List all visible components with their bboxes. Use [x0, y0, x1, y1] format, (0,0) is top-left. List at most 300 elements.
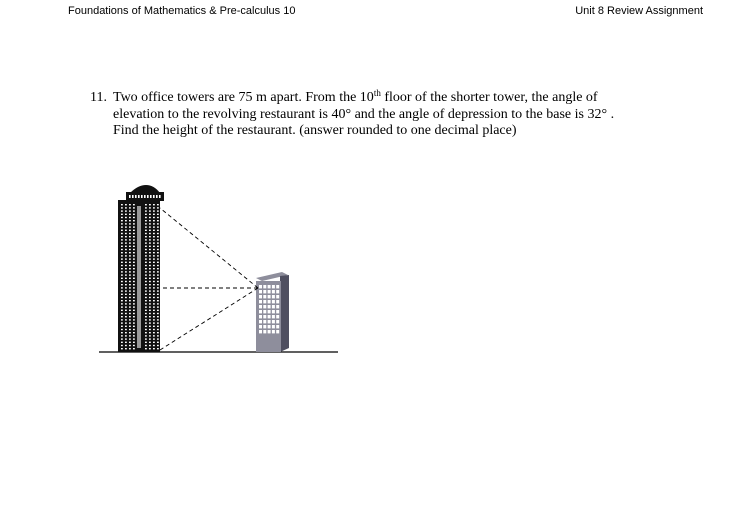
- window: [145, 207, 147, 208]
- window: [129, 284, 131, 285]
- window: [153, 319, 155, 320]
- window: [145, 274, 147, 275]
- window: [133, 274, 135, 275]
- window: [157, 255, 159, 256]
- window: [133, 230, 135, 231]
- window: [129, 287, 131, 288]
- window: [129, 242, 131, 243]
- header-course-title: Foundations of Mathematics & Pre-calculus 10: [68, 5, 296, 17]
- ordinal-suffix: th: [373, 88, 381, 98]
- window: [125, 281, 127, 282]
- window: [149, 281, 151, 282]
- window: [263, 310, 266, 313]
- problem-line-1-a: Two office towers are 75 m apart. From the 10: [113, 90, 374, 105]
- window: [129, 319, 131, 320]
- window: [259, 290, 262, 293]
- window: [153, 294, 155, 295]
- window: [272, 290, 275, 293]
- window: [157, 306, 159, 307]
- window: [149, 236, 151, 237]
- window: [129, 338, 131, 339]
- window: [259, 285, 262, 288]
- window: [263, 325, 266, 328]
- window: [133, 210, 135, 211]
- window: [276, 310, 279, 313]
- window: [121, 220, 123, 221]
- window: [129, 310, 131, 311]
- window: [145, 342, 147, 343]
- window: [153, 262, 155, 263]
- window: [149, 335, 151, 336]
- window: [153, 322, 155, 323]
- window: [133, 329, 135, 330]
- window: [153, 204, 155, 205]
- window: [272, 315, 275, 318]
- window: [129, 233, 131, 234]
- restaurant-window: [147, 195, 149, 198]
- window: [145, 204, 147, 205]
- restaurant-window: [144, 195, 146, 198]
- window: [149, 342, 151, 343]
- window: [145, 313, 147, 314]
- window: [145, 290, 147, 291]
- window: [263, 320, 266, 323]
- window: [145, 252, 147, 253]
- window: [133, 287, 135, 288]
- window: [129, 239, 131, 240]
- restaurant-window: [141, 195, 143, 198]
- window: [129, 348, 131, 349]
- window: [133, 319, 135, 320]
- window: [149, 271, 151, 272]
- window: [125, 239, 127, 240]
- window: [145, 287, 147, 288]
- window: [157, 226, 159, 227]
- tall-tower: [118, 185, 164, 352]
- window: [149, 306, 151, 307]
- window: [125, 217, 127, 218]
- window: [129, 326, 131, 327]
- window: [145, 271, 147, 272]
- window: [145, 329, 147, 330]
- window: [263, 305, 266, 308]
- window: [157, 338, 159, 339]
- window: [149, 338, 151, 339]
- window: [125, 294, 127, 295]
- window: [133, 278, 135, 279]
- window: [133, 255, 135, 256]
- window: [125, 313, 127, 314]
- window: [145, 345, 147, 346]
- window: [153, 284, 155, 285]
- window: [149, 217, 151, 218]
- window: [145, 316, 147, 317]
- window: [133, 297, 135, 298]
- window: [149, 297, 151, 298]
- window: [125, 345, 127, 346]
- window: [121, 262, 123, 263]
- window: [121, 236, 123, 237]
- window: [153, 223, 155, 224]
- window: [125, 297, 127, 298]
- window: [133, 220, 135, 221]
- window: [145, 338, 147, 339]
- window: [145, 348, 147, 349]
- window: [157, 258, 159, 259]
- window: [157, 252, 159, 253]
- window: [153, 316, 155, 317]
- window: [157, 249, 159, 250]
- window: [272, 305, 275, 308]
- window: [121, 274, 123, 275]
- window: [129, 294, 131, 295]
- window: [149, 249, 151, 250]
- window: [121, 284, 123, 285]
- window: [121, 226, 123, 227]
- window: [157, 297, 159, 298]
- window: [145, 297, 147, 298]
- window: [145, 262, 147, 263]
- window: [268, 305, 271, 308]
- window: [157, 322, 159, 323]
- window: [125, 233, 127, 234]
- window: [157, 210, 159, 211]
- window: [272, 295, 275, 298]
- window: [157, 345, 159, 346]
- window: [125, 303, 127, 304]
- window: [149, 300, 151, 301]
- window: [149, 246, 151, 247]
- restaurant-window: [135, 195, 137, 198]
- window: [121, 332, 123, 333]
- window: [121, 214, 123, 215]
- elevation-sight-line: [160, 208, 258, 288]
- window: [133, 348, 135, 349]
- window: [149, 204, 151, 205]
- window: [157, 326, 159, 327]
- window: [133, 345, 135, 346]
- window: [157, 316, 159, 317]
- window: [149, 313, 151, 314]
- window: [133, 214, 135, 215]
- window: [149, 290, 151, 291]
- window: [153, 210, 155, 211]
- window: [121, 316, 123, 317]
- window: [268, 285, 271, 288]
- window: [153, 265, 155, 266]
- window: [157, 271, 159, 272]
- window: [153, 239, 155, 240]
- window: [133, 262, 135, 263]
- window: [121, 287, 123, 288]
- window: [125, 278, 127, 279]
- window: [149, 265, 151, 266]
- window: [133, 271, 135, 272]
- window: [268, 295, 271, 298]
- window: [125, 342, 127, 343]
- window: [145, 249, 147, 250]
- window: [129, 271, 131, 272]
- window: [153, 249, 155, 250]
- window: [259, 310, 262, 313]
- window: [125, 226, 127, 227]
- window: [145, 281, 147, 282]
- window: [129, 306, 131, 307]
- restaurant-window: [153, 195, 155, 198]
- window: [149, 322, 151, 323]
- restaurant-window: [150, 195, 152, 198]
- window: [149, 310, 151, 311]
- window: [121, 217, 123, 218]
- window: [125, 249, 127, 250]
- window: [157, 242, 159, 243]
- window: [259, 300, 262, 303]
- window: [153, 332, 155, 333]
- window: [125, 300, 127, 301]
- window: [149, 262, 151, 263]
- window: [129, 316, 131, 317]
- window: [157, 294, 159, 295]
- window: [157, 313, 159, 314]
- window: [133, 284, 135, 285]
- window: [121, 326, 123, 327]
- window: [121, 230, 123, 231]
- window: [149, 242, 151, 243]
- window: [125, 326, 127, 327]
- window: [133, 326, 135, 327]
- window: [121, 322, 123, 323]
- window: [276, 285, 279, 288]
- window: [121, 258, 123, 259]
- window: [263, 295, 266, 298]
- window: [153, 348, 155, 349]
- window: [157, 342, 159, 343]
- window: [121, 278, 123, 279]
- window: [125, 271, 127, 272]
- window: [145, 300, 147, 301]
- window: [157, 278, 159, 279]
- window: [153, 313, 155, 314]
- window: [259, 325, 262, 328]
- window: [129, 204, 131, 205]
- window: [129, 268, 131, 269]
- window: [149, 319, 151, 320]
- window: [276, 320, 279, 323]
- window: [129, 246, 131, 247]
- window: [129, 249, 131, 250]
- window: [157, 329, 159, 330]
- window: [129, 262, 131, 263]
- window: [153, 214, 155, 215]
- window: [121, 345, 123, 346]
- window: [272, 310, 275, 313]
- window: [153, 329, 155, 330]
- problem-line-3: Find the height of the restaurant. (answer rounded to one decimal place): [113, 123, 517, 138]
- header-assignment-title: Unit 8 Review Assignment: [575, 5, 703, 17]
- window: [121, 303, 123, 304]
- window: [149, 255, 151, 256]
- window: [145, 310, 147, 311]
- window: [133, 207, 135, 208]
- window: [276, 305, 279, 308]
- window: [133, 242, 135, 243]
- window: [145, 220, 147, 221]
- window: [133, 300, 135, 301]
- window: [145, 242, 147, 243]
- window: [153, 207, 155, 208]
- window: [121, 207, 123, 208]
- window: [149, 230, 151, 231]
- window: [133, 290, 135, 291]
- window: [153, 274, 155, 275]
- window: [125, 262, 127, 263]
- window: [125, 274, 127, 275]
- window: [153, 230, 155, 231]
- window: [129, 281, 131, 282]
- window: [153, 220, 155, 221]
- window: [153, 271, 155, 272]
- window: [129, 230, 131, 231]
- window: [121, 342, 123, 343]
- window: [133, 313, 135, 314]
- window: [121, 335, 123, 336]
- window: [153, 306, 155, 307]
- window: [145, 217, 147, 218]
- window: [125, 210, 127, 211]
- window: [125, 255, 127, 256]
- window: [133, 281, 135, 282]
- window: [276, 315, 279, 318]
- window: [263, 285, 266, 288]
- window: [149, 239, 151, 240]
- window: [121, 297, 123, 298]
- window: [121, 348, 123, 349]
- window: [157, 274, 159, 275]
- window: [125, 223, 127, 224]
- problem-line-2: elevation to the revolving restaurant is 40° and the angle of depression to the base is 32° .: [113, 106, 615, 122]
- window: [121, 271, 123, 272]
- window: [129, 290, 131, 291]
- window: [157, 303, 159, 304]
- window: [129, 303, 131, 304]
- window: [133, 310, 135, 311]
- window: [276, 325, 279, 328]
- window: [145, 268, 147, 269]
- window: [153, 226, 155, 227]
- window: [149, 294, 151, 295]
- window: [133, 342, 135, 343]
- window: [259, 320, 262, 323]
- window: [125, 332, 127, 333]
- window: [129, 214, 131, 215]
- window: [129, 313, 131, 314]
- window: [133, 303, 135, 304]
- window: [149, 274, 151, 275]
- window: [129, 220, 131, 221]
- restaurant-window: [159, 195, 161, 198]
- window: [157, 230, 159, 231]
- window: [133, 294, 135, 295]
- window: [149, 326, 151, 327]
- window: [133, 258, 135, 259]
- restaurant-window: [138, 195, 140, 198]
- window: [149, 258, 151, 259]
- window: [129, 265, 131, 266]
- window: [149, 284, 151, 285]
- window: [157, 319, 159, 320]
- window: [157, 284, 159, 285]
- window: [121, 204, 123, 205]
- window: [263, 290, 266, 293]
- window: [149, 214, 151, 215]
- window: [125, 258, 127, 259]
- window: [153, 233, 155, 234]
- window: [153, 258, 155, 259]
- window: [121, 306, 123, 307]
- window: [129, 300, 131, 301]
- window: [125, 204, 127, 205]
- window: [145, 303, 147, 304]
- window: [145, 233, 147, 234]
- window: [125, 316, 127, 317]
- window: [153, 252, 155, 253]
- window: [125, 335, 127, 336]
- window: [145, 258, 147, 259]
- window: [153, 342, 155, 343]
- window: [157, 262, 159, 263]
- window: [145, 210, 147, 211]
- window: [145, 335, 147, 336]
- window: [153, 335, 155, 336]
- window: [268, 325, 271, 328]
- window: [145, 319, 147, 320]
- window: [276, 330, 279, 333]
- window: [153, 303, 155, 304]
- window: [125, 306, 127, 307]
- window: [121, 242, 123, 243]
- window: [268, 290, 271, 293]
- window: [133, 322, 135, 323]
- window: [157, 268, 159, 269]
- window: [149, 252, 151, 253]
- restaurant-dome: [130, 185, 160, 193]
- window: [145, 239, 147, 240]
- window: [125, 268, 127, 269]
- window: [263, 300, 266, 303]
- window: [145, 284, 147, 285]
- window: [268, 320, 271, 323]
- window: [149, 268, 151, 269]
- window: [129, 223, 131, 224]
- window: [129, 297, 131, 298]
- window: [268, 315, 271, 318]
- window: [153, 338, 155, 339]
- window: [259, 295, 262, 298]
- window: [149, 223, 151, 224]
- window: [125, 319, 127, 320]
- window: [157, 233, 159, 234]
- window: [133, 236, 135, 237]
- window: [125, 236, 127, 237]
- window: [263, 330, 266, 333]
- window: [125, 338, 127, 339]
- window: [149, 226, 151, 227]
- window: [276, 290, 279, 293]
- window: [153, 326, 155, 327]
- window: [133, 246, 135, 247]
- window: [157, 300, 159, 301]
- window: [133, 306, 135, 307]
